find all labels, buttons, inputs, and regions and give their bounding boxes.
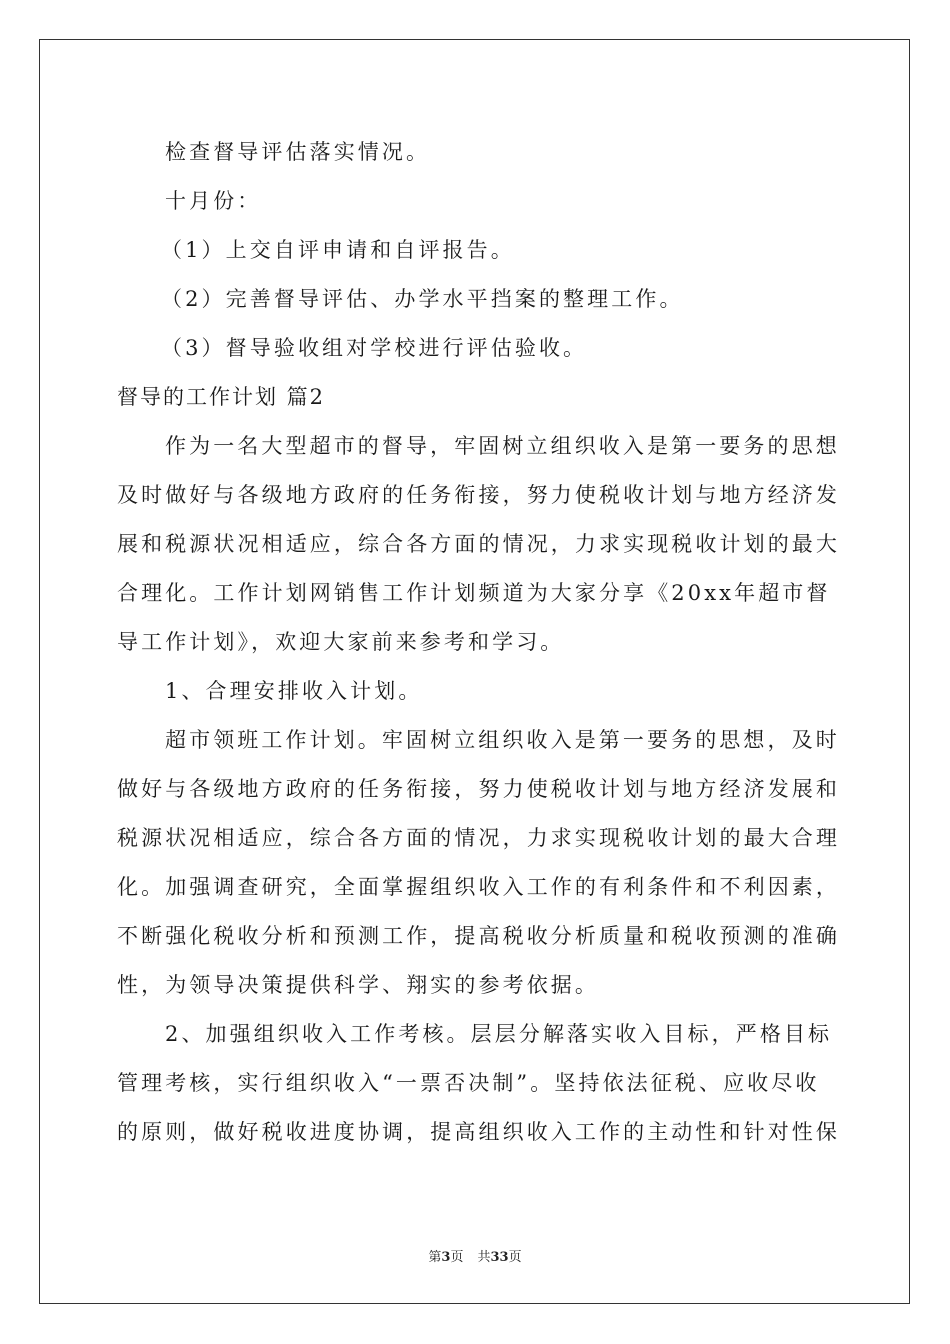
current-page-number: 3 xyxy=(441,1250,451,1265)
section-heading: 督导的工作计划 篇2 xyxy=(117,385,326,409)
text-line: 检查督导评估落实情况。 xyxy=(165,140,431,164)
total-suffix: 页 xyxy=(508,1250,522,1265)
text-line: 2、加强组织收入工作考核。层层分解落实收入目标，严格目标 xyxy=(165,1022,833,1046)
text-line: 导工作计划》，欢迎大家前来参考和学习。 xyxy=(117,630,565,654)
text-line: 合理化。工作计划网销售工作计划频道为大家分享《20xx年超市督 xyxy=(117,581,831,605)
list-item: （3）督导验收组对学校进行评估验收。 xyxy=(161,336,588,360)
list-item: （2）完善督导评估、办学水平挡案的整理工作。 xyxy=(161,287,684,311)
text-line: 化。加强调查研究，全面掌握组织收入工作的有利条件和不利因素， xyxy=(117,875,840,899)
text-line: 的原则，做好税收进度协调，提高组织收入工作的主动性和针对性保 xyxy=(117,1120,840,1144)
text-line: 管理考核，实行组织收入“一票否决制”。坚持依法征税、应收尽收 xyxy=(117,1071,820,1095)
text-line: 及时做好与各级地方政府的任务衔接，努力使税收计划与地方经济发 xyxy=(117,483,840,507)
list-item: （1）上交自评申请和自评报告。 xyxy=(161,238,515,262)
total-prefix: 共 xyxy=(477,1250,491,1265)
page-prefix: 第 xyxy=(428,1250,442,1265)
text-line: 税源状况相适应，综合各方面的情况，力求实现税收计划的最大合理 xyxy=(117,826,840,850)
document-body xyxy=(117,128,840,1157)
text-line: 展和税源状况相适应，综合各方面的情况，力求实现税收计划的最大 xyxy=(117,532,840,556)
text-line: 超市领班工作计划。牢固树立组织收入是第一要务的思想，及时 xyxy=(165,728,840,752)
total-page-count: 33 xyxy=(490,1250,509,1265)
page-footer xyxy=(0,1246,950,1265)
text-line: 十月份： xyxy=(165,189,262,213)
page-suffix: 页 xyxy=(450,1250,464,1265)
text-line: 做好与各级地方政府的任务衔接，努力使税收计划与地方经济发展和 xyxy=(117,777,840,801)
subheading: 1、合理安排收入计划。 xyxy=(165,679,423,703)
text-line: 性，为领导决策提供科学、翔实的参考依据。 xyxy=(117,973,599,997)
text-line: 作为一名大型超市的督导，牢固树立组织收入是第一要务的思想 xyxy=(165,434,840,458)
text-line: 不断强化税收分析和预测工作，提高税收分析质量和税收预测的准确 xyxy=(117,924,840,948)
